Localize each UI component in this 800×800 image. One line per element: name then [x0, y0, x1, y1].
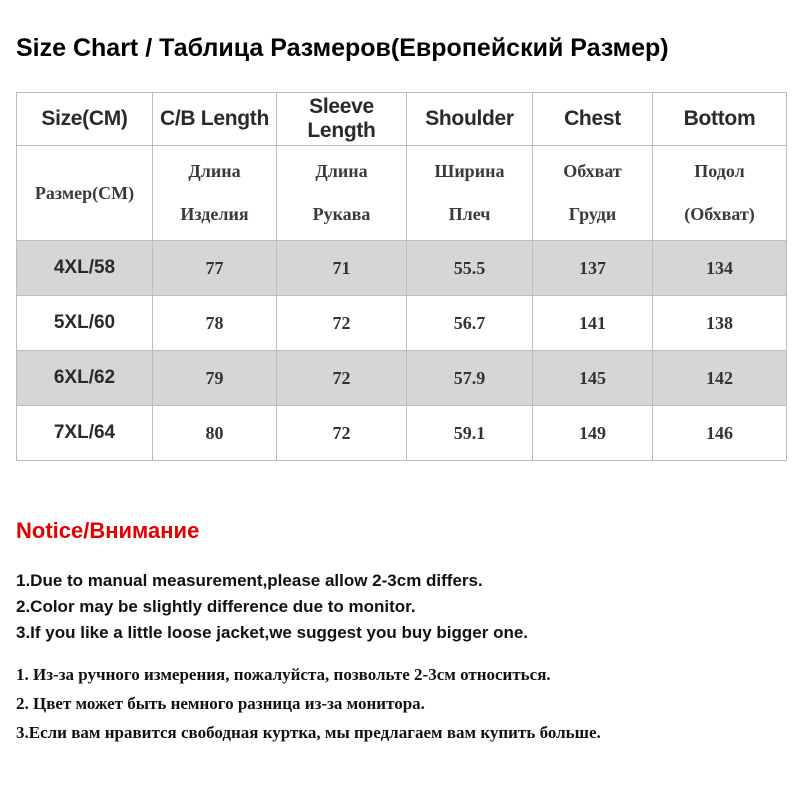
header-ru-bottom [653, 146, 787, 241]
shoulder-cell: 56.7 [407, 296, 533, 351]
note-en-3: 3.If you like a little loose jacket,we suggest you buy bigger one. [16, 623, 529, 642]
header-ru-line1: Ширина [434, 161, 505, 181]
size-chart-table [16, 92, 787, 461]
cb-length-cell: 80 [153, 406, 277, 461]
table-row [17, 296, 787, 351]
header-ru-sleeve-length [277, 146, 407, 241]
bottom-cell: 138 [653, 296, 787, 351]
header-sleeve-length: Sleeve Length [277, 93, 407, 146]
sleeve-length-cell: 72 [277, 351, 407, 406]
header-ru-line2: Груди [568, 204, 617, 224]
bottom-cell: 134 [653, 241, 787, 296]
header-ru-size [17, 146, 153, 241]
chest-cell: 145 [533, 351, 653, 406]
sleeve-length-cell: 72 [277, 406, 407, 461]
chest-cell: 141 [533, 296, 653, 351]
shoulder-cell: 55.5 [407, 241, 533, 296]
size-cell: 5XL/60 [17, 296, 153, 351]
header-ru-chest [533, 146, 653, 241]
header-ru-line1: Подол [694, 161, 745, 181]
table-row [17, 351, 787, 406]
notes-russian [16, 660, 601, 747]
shoulder-cell: 57.9 [407, 351, 533, 406]
cb-length-cell: 77 [153, 241, 277, 296]
header-ru-line1: Длина [188, 161, 241, 181]
sleeve-length-cell: 71 [277, 241, 407, 296]
header-ru-line2: Изделия [180, 204, 249, 224]
note-en-2: 2.Color may be slightly difference due to monitor. [16, 597, 416, 616]
header-size: Size(CM) [17, 93, 153, 146]
chest-cell: 149 [533, 406, 653, 461]
header-ru-shoulder [407, 146, 533, 241]
notes-english [16, 568, 528, 646]
cb-length-cell: 79 [153, 351, 277, 406]
header-ru-size-text: Размер(CM) [34, 182, 135, 203]
page-title: Size Chart / Таблица Размеров(Европейский Размер) [16, 34, 669, 62]
header-shoulder: Shoulder [407, 93, 533, 146]
header-row-english [17, 93, 787, 146]
bottom-cell: 146 [653, 406, 787, 461]
bottom-cell: 142 [653, 351, 787, 406]
note-ru-1: 1. Из-за ручного измерения, пожалуйста, позвольте 2-3см относиться. [16, 665, 551, 684]
header-chest: Chest [533, 93, 653, 146]
note-ru-2: 2. Цвет может быть немного разница из-за монитора. [16, 694, 425, 713]
header-ru-line1: Длина [315, 161, 368, 181]
size-cell: 7XL/64 [17, 406, 153, 461]
size-cell: 4XL/58 [17, 241, 153, 296]
header-row-russian [17, 146, 787, 241]
header-cb-length: C/B Length [153, 93, 277, 146]
header-ru-cb-length [153, 146, 277, 241]
chest-cell: 137 [533, 241, 653, 296]
table-row [17, 406, 787, 461]
header-ru-line1: Обхват [563, 161, 622, 181]
notice-title: Notice/Внимание [16, 518, 200, 543]
note-ru-3: 3.Если вам нравится свободная куртка, мы предлагаем вам купить больше. [16, 723, 601, 742]
header-ru-line2: (Обхват) [684, 204, 755, 224]
header-ru-line2: Рукава [312, 204, 371, 224]
header-ru-line2: Плеч [448, 204, 491, 224]
shoulder-cell: 59.1 [407, 406, 533, 461]
size-cell: 6XL/62 [17, 351, 153, 406]
note-en-1: 1.Due to manual measurement,please allow 2-3cm differs. [16, 571, 483, 590]
header-bottom: Bottom [653, 93, 787, 146]
cb-length-cell: 78 [153, 296, 277, 351]
table-row [17, 241, 787, 296]
sleeve-length-cell: 72 [277, 296, 407, 351]
